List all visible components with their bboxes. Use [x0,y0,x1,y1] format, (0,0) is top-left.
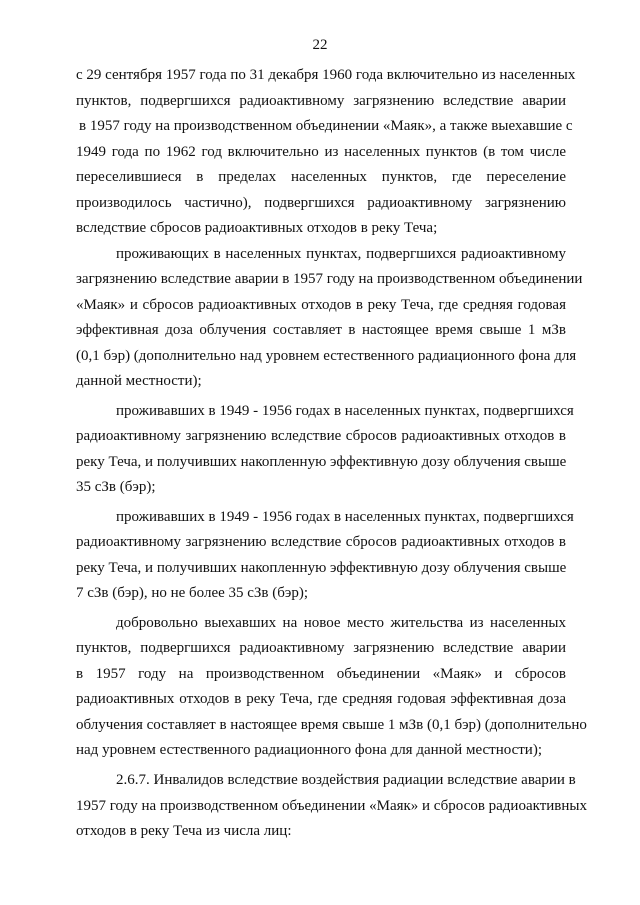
text-line: реку Теча, и получивших накопленную эффективную дозу облучения свыше [76,560,567,576]
text-line: 2.6.7. Инвалидов вследствие воздействия радиации вследствие аварии в [116,772,576,788]
text-line: 1957 году на производственном объединении «Маяк» и сбросов радиоактивных [76,798,587,814]
text-line: реку Теча, и получивших накопленную эффективную дозу облучения свыше [76,454,567,470]
text-line: переселившиеся в пределах населенных пунктов, где переселение [76,169,566,185]
text-line: производилось частично), подвергшихся радиоактивному загрязнению [76,195,566,211]
text-line: пунктов, подвергшихся радиоактивному загрязнению вследствие аварии [76,93,566,109]
text-line: добровольно выехавших на новое место жительства из населенных [116,615,566,631]
text-line: радиоактивному загрязнению вследствие сбросов радиоактивных отходов в [76,428,566,444]
text-line: вследствие сбросов радиоактивных отходов в реку Теча; [76,220,438,236]
text-line: облучения составляет в настоящее время свыше 1 мЗв (0,1 бэр) (дополнительно [76,717,587,733]
text-line: радиоактивному загрязнению вследствие сбросов радиоактивных отходов в [76,534,566,550]
text-line: (0,1 бэр) (дополнительно над уровнем естественного радиационного фона для [76,348,577,364]
page-number: 22 [312,37,328,53]
text-line: эффективная доза облучения составляет в настоящее время свыше 1 мЗв [76,322,566,338]
text-line: проживавших в 1949 - 1956 годах в населенных пунктах, подвергшихся [116,509,574,525]
text-line: 1949 года по 1962 год включительно из населенных пунктов (в том числе [76,144,566,160]
text-line: загрязнению вследствие аварии в 1957 году на производственном объединении [76,271,583,287]
text-line: в 1957 году на производственном объединении «Маяк», а также выехавшие с [79,118,573,134]
text-line: проживающих в населенных пунктах, подвергшихся радиоактивному [116,246,566,262]
text-line: пунктов, подвергшихся радиоактивному загрязнению вследствие аварии [76,640,566,656]
text-line: над уровнем естественного радиационного фона для данной местности); [76,742,542,758]
text-line: с 29 сентября 1957 года по 31 декабря 1960 года включительно из населенных [76,67,576,83]
text-line: проживавших в 1949 - 1956 годах в населенных пунктах, подвергшихся [116,403,574,419]
text-line: в 1957 году на производственном объединении «Маяк» и сбросов [76,666,566,682]
text-line: 35 сЗв (бэр); [76,479,156,495]
text-line: 7 сЗв (бэр), но не более 35 сЗв (бэр); [76,585,308,601]
text-line: «Маяк» и сбросов радиоактивных отходов в реку Теча, где средняя годовая [76,297,566,313]
text-line: радиоактивных отходов в реку Теча, где средняя годовая эффективная доза [76,691,566,707]
text-line: отходов в реку Теча из числа лиц: [76,823,292,839]
text-line: данной местности); [76,373,202,389]
